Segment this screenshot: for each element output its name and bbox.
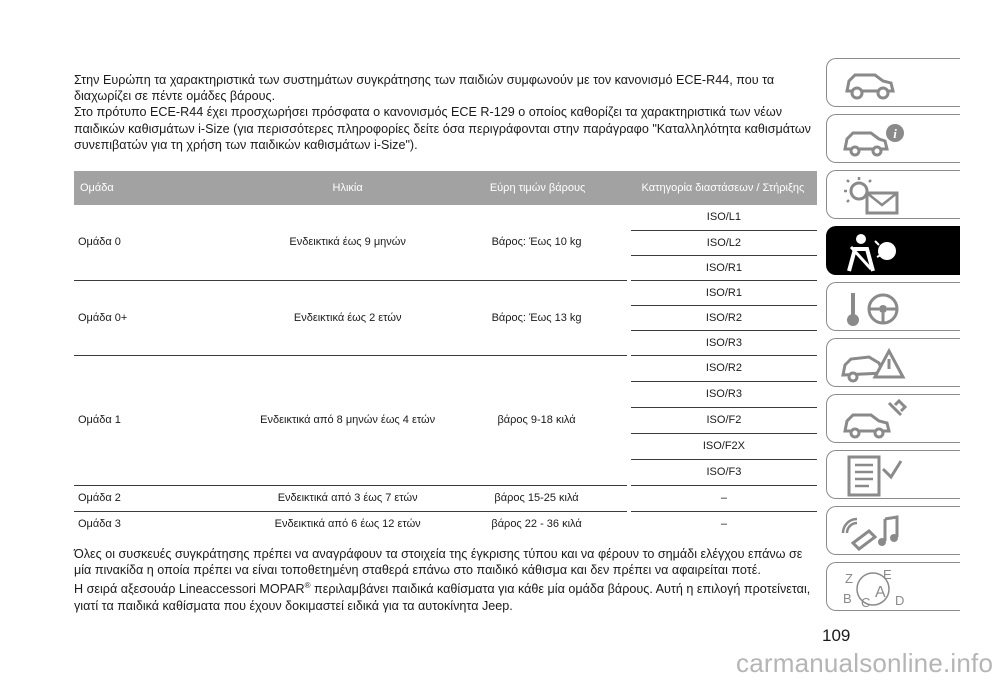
alphabet-index-icon [839,567,919,609]
tab-starting-driving[interactable] [826,282,960,331]
index-letter: D [895,593,905,608]
cell-iso: ISO/R2 [629,355,817,381]
header-group: Ομάδα [74,171,249,205]
cell-iso: – [629,485,817,511]
cell-age: Ενδεικτικά από 8 μηνών έως 4 ετών [249,355,446,485]
tab-maintenance[interactable] [826,394,960,443]
cell-weight: βάρος 22 - 36 κιλά [491,518,582,531]
tab-technical-data[interactable] [826,450,960,499]
cell-weight: βάρος 15-25 κιλά [446,485,629,511]
cell-iso: ISO/R1 [629,255,817,280]
tab-car-overview[interactable] [826,58,960,107]
cell-group: Ομάδα 2 [74,485,249,511]
cell-group: Ομάδα 0 [74,205,249,280]
intro-paragraph-1: Στην Ευρώπη τα χαρακτηριστικά των συστημάτων συγκράτησης των παιδιών συμφωνούν με τον κανονισμό ECE-R44, που τα διαχωρίζει σε πέντε ομάδες βάρους. [74,73,775,104]
cell-group: Ομάδα 0+ [74,280,249,355]
cell-weight: Βάρος: Έως 10 kg [446,205,629,280]
seatbelt-airbag-icon [839,231,909,273]
outro-paragraph-1: Όλες οι συσκευές συγκράτησης πρέπει να αναγράφουν τα στοιχεία της έγκρισης τύπου και να φέρουν το σημάδι ελέγχου επάνω σε μία πινακίδα η οποία πρέπει να είναι τοποθετημένη σταθερά επάνω στο παιδικό κάθισμα και δεν πρέπει να αφαιρείται ποτέ. [74,547,803,578]
index-letter: A [875,584,886,601]
outro-text-part-1: Η σειρά αξεσουάρ Lineaccessori MOPAR [74,582,305,597]
header-category: Κατηγορία διαστάσεων / Στήριξης [629,171,817,205]
table-row [74,485,817,511]
outro-text-part-2: περιλαμβάνει παιδικά καθίσματα για κάθε μία ομάδα βάρους. Αυτή η επιλογή προτείνεται, γιατί τα παιδικά καθίσματα που έχουν δοκιμαστεί ειδικά για τα αυτοκίνητα Jeep. [74,582,811,613]
svg-text:i: i [893,126,897,141]
cell-iso: ISO/L2 [629,230,817,255]
cell-iso: ISO/F2X [629,433,817,459]
tab-multimedia[interactable] [826,506,960,555]
cell-age: Ενδεικτικά έως 9 μηνών [249,205,446,280]
car-warning-icon [839,343,909,385]
tab-warning-lights[interactable] [826,170,960,219]
cell-group: Ομάδα 3 [78,518,121,531]
tab-safety[interactable] [826,226,960,275]
table-row [74,280,817,305]
car-icon [839,63,899,103]
table-row [74,205,817,230]
cell-iso: ISO/F3 [629,459,817,485]
tab-index[interactable] [826,562,960,611]
cell-iso: ISO/R3 [629,381,817,407]
cell-iso: – [629,511,817,537]
cell-iso: ISO/L1 [629,205,817,230]
header-weight: Εύρη τιμών βάρους [446,171,629,205]
tab-car-info[interactable] [826,114,960,163]
cell-weight: βάρος 9-18 κιλά [446,355,629,485]
checklist-icon [839,455,909,497]
cell-age: Ενδεικτικά από 3 έως 7 ετών [249,485,446,511]
cell-iso: ISO/F2 [629,407,817,433]
index-letter: Z [845,571,853,586]
cell-age: Ενδεικτικά έως 2 ετών [249,280,446,355]
cell-iso: ISO/R2 [629,305,817,330]
key-steering-icon [839,287,909,329]
index-letter: B [843,591,852,606]
page-number: 109 [822,626,851,645]
car-info-icon [839,119,909,159]
registered-mark: ® [304,581,311,591]
index-letter: C [861,595,871,610]
footer-watermark: carmanualsonline.info [736,648,993,678]
index-letter: E [883,567,892,582]
intro-paragraph-2: Στο πρότυπο ECE-R44 έχει προσχωρήσει πρόσφατα ο κανονισμός ECE R-129 ο οποίος καθορίζει τα χαρακτηριστικά των νέων παιδικών καθισμάτων i-Size (για περισσότερες πληροφορίες δείτε όσα περιγράφονται στην παράγραφο "Καταλληλότητα καθισμάτων συνεπιβατών για τη χρήση των παιδικών καθισμάτων i-Size"). [74,105,811,152]
cell-weight: Βάρος: Έως 13 kg [446,280,629,355]
table-row [74,355,817,381]
outro-paragraph-2 [74,578,819,614]
tab-emergency[interactable] [826,338,960,387]
table-row [74,511,817,537]
car-service-icon [839,399,909,441]
cell-iso: ISO/R1 [629,280,817,305]
cell-iso: ISO/R3 [629,330,817,355]
table-header-row [74,171,817,205]
light-message-icon [839,175,909,217]
cell-group: Ομάδα 1 [74,355,249,485]
iso-table [74,171,817,537]
intro-text [74,72,819,153]
cell-age: Ενδεικτικά από 6 έως 12 ετών [274,518,421,531]
multimedia-icon [839,511,909,553]
outro-text [74,546,819,614]
header-age: Ηλικία [249,171,446,205]
